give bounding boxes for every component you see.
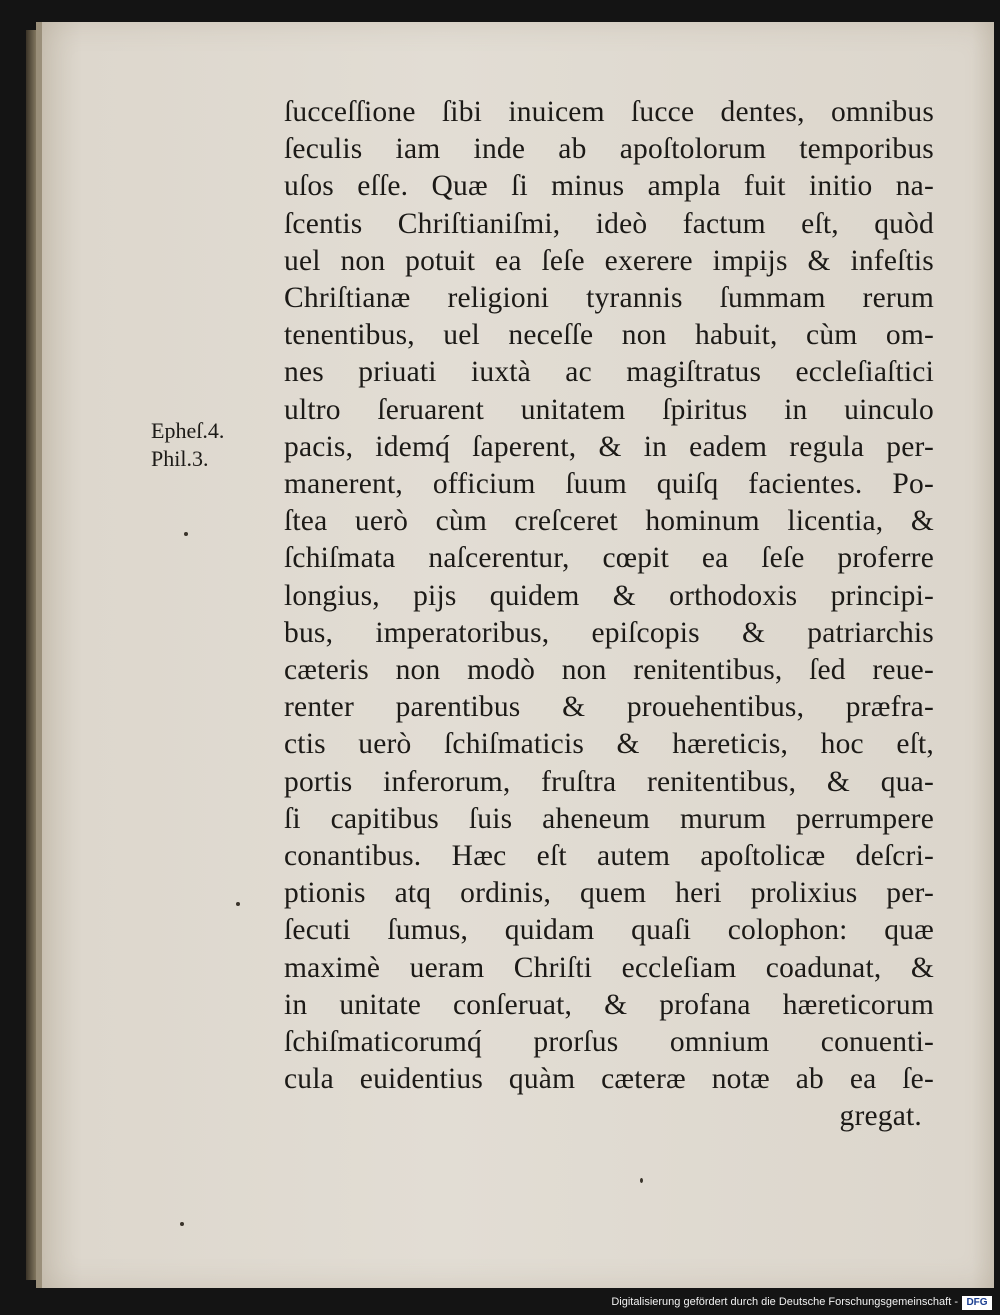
text-line: maximè ueram Chriſti eccleſiam coadunat, & [284,951,934,984]
text-line: cæteris non modò non renitentibus, ſed reue- [284,654,934,687]
ink-speck [180,1222,184,1226]
text-line: conantibus. Hæc eſt autem apoſtolicæ deſcri- [284,840,934,873]
dfg-logo-icon: DFG [962,1296,992,1310]
text-line: bus, imperatoribus, epiſcopis & patriarchis [284,616,934,649]
text-line: in unitate conſeruat, & profana hæreticorum [284,988,934,1021]
margin-note: Phil.3. [151,446,209,471]
ink-speck [184,532,188,536]
text-line: ctis uerò ſchiſmaticis & hæreticis, hoc eſt, [284,728,934,761]
text-line: ptionis atq ordinis, quem heri prolixius per- [284,877,934,910]
text-line: ſchiſmaticorumq́ prorſus omnium conuenti- [284,1026,934,1059]
footer-credit: Digitalisierung gefördert durch die Deutsche Forschungsgemeinschaft - [611,1296,958,1308]
text-line: uel non potuit ea ſeſe exerere impijs & infeſtis [284,244,934,277]
text-line: ſtea uerò cùm creſceret hominum licentia, & [284,505,934,538]
text-line: manerent, officium ſuum quiſq facientes. Po- [284,468,934,501]
text-line: renter parentibus & prouehentibus, præfra- [284,691,934,724]
text-line: longius, pijs quidem & orthodoxis principi- [284,579,934,612]
text-line: ſcentis Chriſtianiſmi, ideò factum eſt, quòd [284,207,934,240]
text-line: uſos eſſe. Quæ ſi minus ampla fuit initio na- [284,170,934,203]
text-line: ſi capitibus ſuis aheneum murum perrumpere [284,802,934,835]
catchword: gregat. [839,1100,922,1133]
text-line: ſucceſſione ſibi inuicem ſucce dentes, omnibus [284,96,934,128]
text-line: ſeculis iam inde ab apoſtolorum temporibus [284,133,934,166]
margin-note: Epheſ.4. [151,418,225,443]
text-line: Chriſtianæ religioni tyrannis ſummam rerum [284,282,934,315]
text-line: nes priuati iuxtà ac magiſtratus eccleſiaſtici [284,356,934,389]
text-line: ultro ſeruarent unitatem ſpiritus in uinculo [284,393,934,426]
text-line: pacis, idemq́ ſaperent, & in eadem regula per- [284,430,934,463]
text-line: ſecuti ſumus, quidam quaſi colophon: quæ [284,914,934,947]
text-line: tenentibus, uel neceſſe non habuit, cùm om- [284,319,934,352]
text-line: ſchiſmata naſcerentur, cœpit ea ſeſe proferre [284,542,934,575]
text-line: portis inferorum, fruſtra renitentibus, & qua- [284,765,934,798]
ink-speck [640,1178,643,1183]
body-text [284,94,934,1136]
footer-bar [0,1289,1000,1315]
ink-speck [236,902,240,906]
marginal-notes [151,417,224,473]
text-line: cula euidentius quàm cæteræ notæ ab ea ſe- [284,1063,934,1096]
